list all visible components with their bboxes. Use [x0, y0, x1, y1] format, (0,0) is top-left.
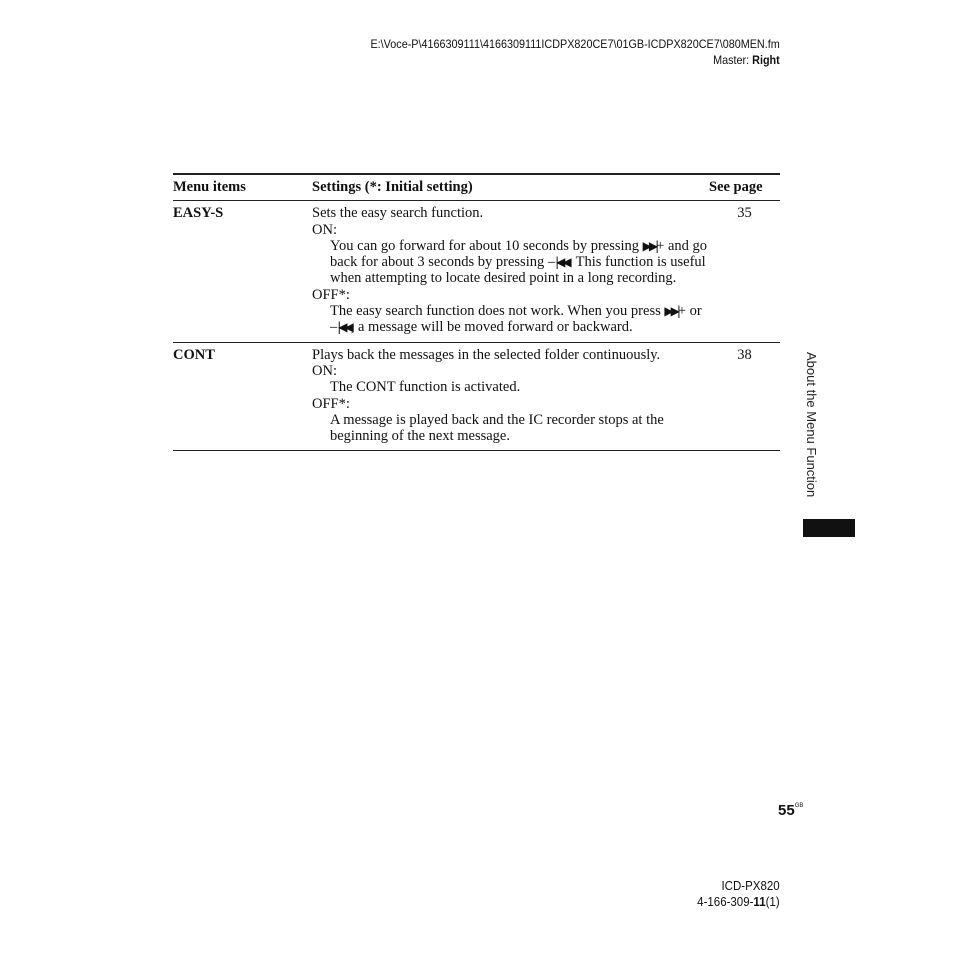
- menu-settings-table: [173, 173, 780, 451]
- header-see-page: See page: [709, 174, 780, 201]
- see-page-value: 38: [709, 342, 780, 451]
- page-number: $55^{GB}$: [778, 802, 804, 819]
- page-suffix: GB: [794, 803, 804, 809]
- document-footer: [698, 878, 780, 910]
- setting-intro: Plays back the messages in the selected folder continuously.: [312, 346, 661, 363]
- option-on-description: You can go forward for about 10 seconds by pressing ▶▶|+ and go back for about 3 seconds by pressing –|◀◀. This function is useful when attempting to locate desired point in a long recording.: [330, 237, 708, 287]
- option-on-label: ON:: [312, 362, 337, 379]
- table-header-row: [173, 174, 780, 201]
- master-label: Master:: [713, 53, 753, 67]
- master-line: [371, 52, 780, 68]
- file-path: E:\Voce-P\4166309111\4166309111ICDPX820CE7\01GB-ICDPX820CE7\080MEN.fm: [370, 37, 780, 51]
- section-side-tab: About the Menu Function: [804, 352, 819, 498]
- fast-forward-skip-icon: ▶▶|: [664, 304, 678, 319]
- header-settings: Settings (*: Initial setting): [312, 174, 709, 201]
- fast-forward-skip-icon: ▶▶|: [642, 238, 657, 253]
- option-off-description: The easy search function does not work. When you press ▶▶|+ or –|◀◀, a message will be moved forward or backward.: [330, 303, 702, 336]
- option-off-label: OFF*:: [312, 395, 350, 412]
- table-row: [173, 342, 780, 451]
- option-off-description: A message is played back and the IC recorder stops at the beginning of the next message.: [330, 411, 664, 445]
- table-row: [173, 201, 780, 342]
- section-tab-marker: [803, 519, 855, 537]
- document-code: 4-166-309-11(1): [697, 895, 780, 909]
- settings-cell: [312, 342, 709, 451]
- option-on-description: The CONT function is activated.: [330, 379, 521, 396]
- header-menu-items: Menu items: [173, 174, 312, 201]
- skip-back-icon: |◀◀: [337, 320, 351, 335]
- option-off-label: OFF*:: [312, 286, 350, 303]
- skip-back-icon: |◀◀: [555, 255, 569, 270]
- setting-intro: Sets the easy search function.: [312, 205, 484, 222]
- see-page-value: 35: [709, 201, 780, 342]
- model-number: ICD-PX820: [721, 879, 780, 893]
- settings-cell: [312, 201, 709, 342]
- file-header: [371, 36, 780, 68]
- option-on-label: ON:: [312, 221, 337, 238]
- master-value: Right: [752, 53, 780, 67]
- menu-item-easy-s: EASY-S: [173, 201, 312, 342]
- menu-item-cont: CONT: [173, 342, 312, 451]
